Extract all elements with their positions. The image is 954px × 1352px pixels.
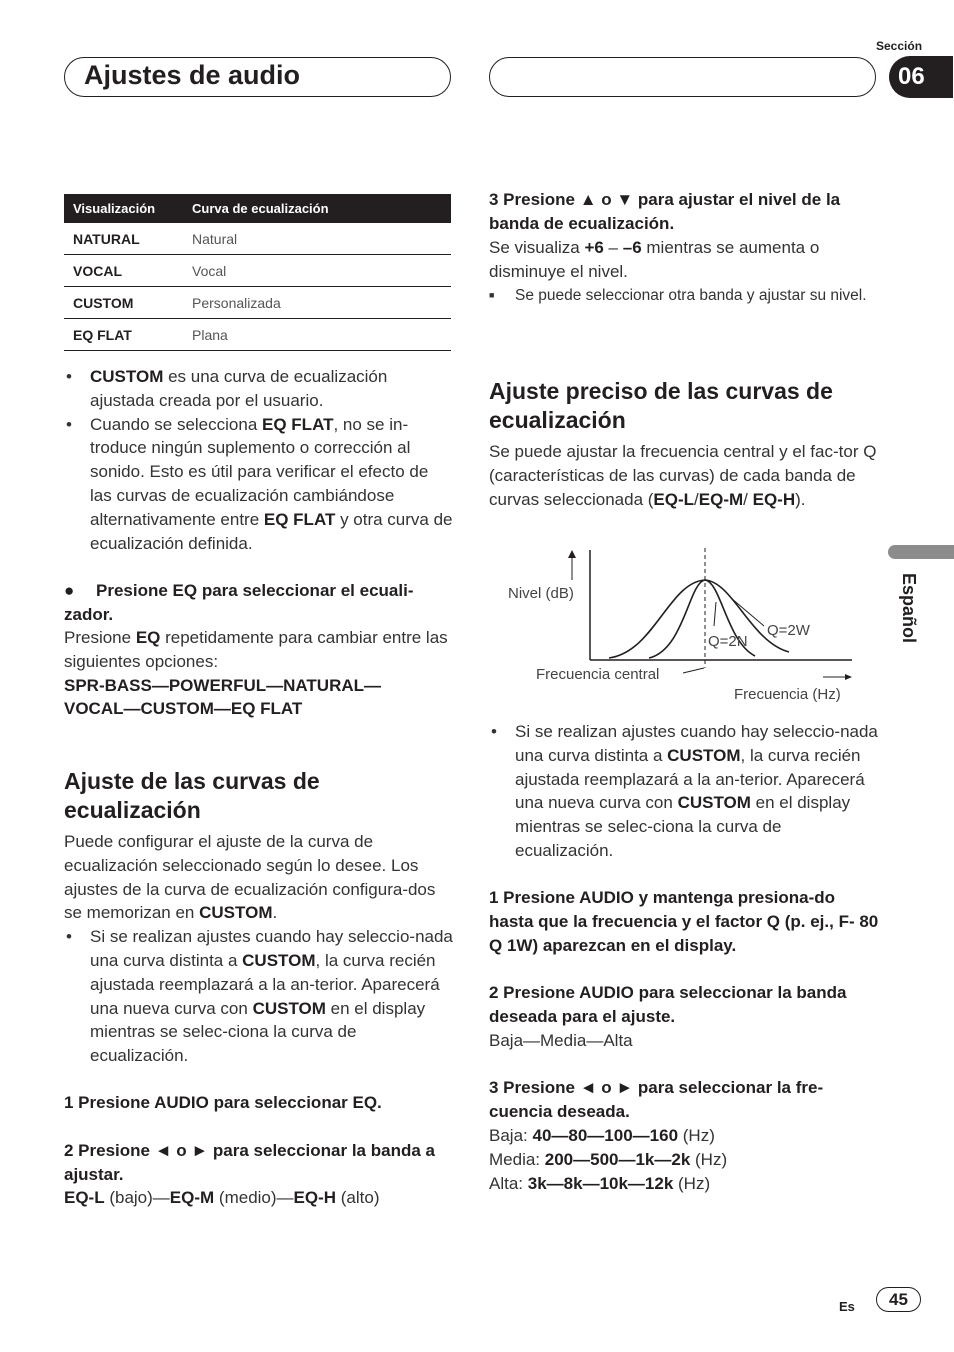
bold-term: CUSTOM [199, 903, 273, 923]
step-2-audio-band: 2 Presione AUDIO para seleccionar la banda deseada para el ajuste. [489, 983, 847, 1026]
table-cell: NATURAL [64, 223, 183, 255]
q2w-leader-line [731, 598, 764, 626]
body-text: (medio)— [214, 1188, 294, 1207]
arrow-head-icon [568, 550, 576, 558]
bullet-text: , la curva recién ajustada reemplazará a la an-terior. Aparecerá una nueva curva con [515, 745, 865, 813]
bullet-text: y otra curva de ecualización definida. [90, 509, 453, 553]
list-item [489, 1124, 881, 1148]
bold-term: EQ-M [698, 489, 744, 509]
body-text: mientras se aumenta o disminuye el nivel. [489, 238, 820, 281]
frequency-label: Frecuencia (Hz) [734, 686, 841, 703]
level-label: Nivel (dB) [508, 585, 574, 602]
eq-options: SPR-BASS—POWERFUL—NATURAL— [64, 675, 382, 695]
table-header: Curva de ecualización [183, 194, 451, 223]
table-row [64, 287, 451, 319]
body-text: / [694, 489, 699, 509]
language-tab [888, 545, 954, 559]
fine-adjust-body [489, 440, 881, 511]
unit-label: (Hz) [678, 1126, 715, 1145]
step-text: Presione EQ para seleccionar el ecuali-zador. [64, 581, 414, 624]
band-options: Baja—Media—Alta [489, 1031, 633, 1050]
step-1-audio-hold: 1 Presione AUDIO y mantenga presiona-do hasta que la frecuencia y el factor Q (p. ej., F- 80 Q 1W) aparezcan en el display. [489, 888, 879, 955]
bold-term: +6 [584, 238, 604, 257]
table-header-row [64, 194, 451, 223]
bold-term: CUSTOM [242, 950, 316, 970]
bold-term: EQ FLAT [262, 414, 334, 434]
band-label: Alta: [489, 1173, 528, 1193]
bullet-text: Cuando se selecciona [90, 414, 263, 434]
q2n-label: Q=2N [708, 633, 748, 650]
bold-term: EQ-L [64, 1188, 105, 1207]
body-text: Puede configurar el ajuste de la curva de ecualización seleccionado según lo desee. Los ajustes de la curva de ecualización configura-dos se memorizan en [64, 832, 436, 923]
step-2-body [64, 1186, 454, 1210]
bullet-text: , la curva recién ajustada reemplazará a la an-terior. Aparecerá una nueva curva con [90, 950, 440, 1018]
table-row [64, 223, 451, 255]
step-eq-body [64, 626, 454, 721]
arrow-head-icon [845, 674, 852, 680]
bullet-text: Si se realizan ajustes cuando hay seleccio-nada una curva distinta a [90, 927, 453, 970]
list-item [489, 1172, 881, 1196]
band-label: Media: [489, 1149, 545, 1169]
body-text: Presione [64, 628, 136, 647]
step-3-level: 3 Presione ▲ o ▼ para ajustar el nivel de la banda de ecualización. [489, 190, 841, 233]
body-text: Se visualiza [489, 238, 585, 257]
bullet-adjust [489, 720, 881, 863]
bold-term: EQ-L [653, 489, 695, 509]
bold-term: EQ-H [293, 1188, 337, 1207]
bullet-text: Si se realizan ajustes cuando hay seleccio-nada una curva distinta a [515, 722, 878, 765]
body-text: . [272, 903, 278, 923]
table-cell: VOCAL [64, 255, 183, 287]
band-label: Baja: [489, 1126, 533, 1145]
header-blank-frame [489, 57, 876, 97]
left-bullets [64, 365, 454, 555]
footer-language: Es [839, 1299, 855, 1314]
bold-term: EQ-M [169, 1188, 215, 1207]
bold-term: CUSTOM [677, 793, 751, 813]
body-text: – [603, 238, 623, 257]
bullet-eq-flat [64, 413, 454, 556]
band-values: 200—500—1k—2k [544, 1149, 691, 1169]
center-leader-line [683, 668, 704, 673]
table-cell: CUSTOM [64, 287, 183, 319]
band-values: 3k—8k—10k—12k [527, 1173, 674, 1193]
table-row [64, 255, 451, 287]
section-number-badge: 06 [889, 56, 953, 98]
step-2: 2 Presione ◄ o ► para seleccionar la banda a ajustar. [64, 1141, 435, 1184]
table-cell: Natural [183, 223, 451, 255]
bullet-text: en el display mientras se selec-ciona la curva de ecualización. [515, 793, 851, 860]
bold-term: CUSTOM [667, 745, 741, 765]
body-text: repetidamente para cambiar entre las siguientes opciones: [64, 628, 448, 671]
heading-eq-curves: Ajuste de las curvas de ecualización [64, 768, 320, 823]
body-text: (bajo)— [104, 1188, 170, 1207]
band-values: 40—80—100—160 [532, 1126, 679, 1145]
step-select-eq [64, 579, 454, 627]
eq-curve-diagram [489, 540, 869, 710]
bold-term: CUSTOM [252, 998, 326, 1018]
eq-table [64, 194, 451, 351]
unit-label: (Hz) [673, 1173, 711, 1193]
page-number: 45 [876, 1287, 921, 1312]
bullet-text: es una curva de ecualización ajustada creada por el usuario. [90, 367, 388, 410]
round-bullet-icon: ● [64, 581, 75, 600]
frequency-list [489, 1124, 881, 1195]
body-text: ). [795, 489, 806, 509]
step-3-body [489, 236, 881, 307]
table-cell: Vocal [183, 255, 451, 287]
wide-q-curve [609, 580, 789, 658]
step-3-frequency: 3 Presione ◄ o ► para seleccionar la fre-cuencia deseada. [489, 1078, 824, 1121]
bold-term: EQ-H [752, 489, 796, 509]
note-other-band: ■ Se puede seleccionar otra banda y ajustar su nivel. [489, 284, 881, 308]
bold-term: –6 [622, 238, 642, 257]
bullet-text: en el display mientras se selec-ciona la curva de ecualización. [90, 998, 426, 1066]
body-text: / [743, 489, 753, 509]
table-cell: EQ FLAT [64, 319, 183, 351]
table-row [64, 319, 451, 351]
table-cell: Plana [183, 319, 451, 351]
body-text: Se puede ajustar la frecuencia central y el fac-tor Q (características de las curvas) de cada banda de curvas seleccionada ( [489, 442, 877, 509]
table-header: Visualización [64, 194, 183, 223]
bold-term: EQ FLAT [263, 509, 336, 529]
step-1: 1 Presione AUDIO para seleccionar EQ. [64, 1093, 382, 1112]
list-item [489, 1148, 881, 1172]
bold-term: CUSTOM [90, 367, 164, 386]
right-bullet [489, 720, 881, 863]
bullet-custom [64, 365, 454, 413]
page-title: Ajustes de audio [84, 60, 301, 90]
section-label: Sección [876, 39, 923, 53]
eq-curves-body [64, 830, 456, 1068]
heading-fine-adjust: Ajuste preciso de las curvas de ecualización [489, 378, 833, 433]
bullet-adjust [64, 925, 456, 1068]
language-side-label: Español [899, 573, 919, 644]
eq-options: VOCAL—CUSTOM—EQ FLAT [64, 699, 303, 719]
unit-label: (Hz) [690, 1149, 728, 1169]
table-cell: Personalizada [183, 287, 451, 319]
center-frequency-label: Frecuencia central [536, 666, 660, 683]
bold-term: EQ [135, 628, 161, 647]
q2w-label: Q=2W [767, 622, 810, 639]
bullet-text: , no se in-troduce ningún suplemento o corrección al sonido. Esto es útil para verificar el efecto de las curvas de ecualización cambiándose alternativamente entre [90, 414, 429, 529]
q2n-leader-line [714, 602, 716, 626]
body-text: (alto) [336, 1188, 380, 1207]
